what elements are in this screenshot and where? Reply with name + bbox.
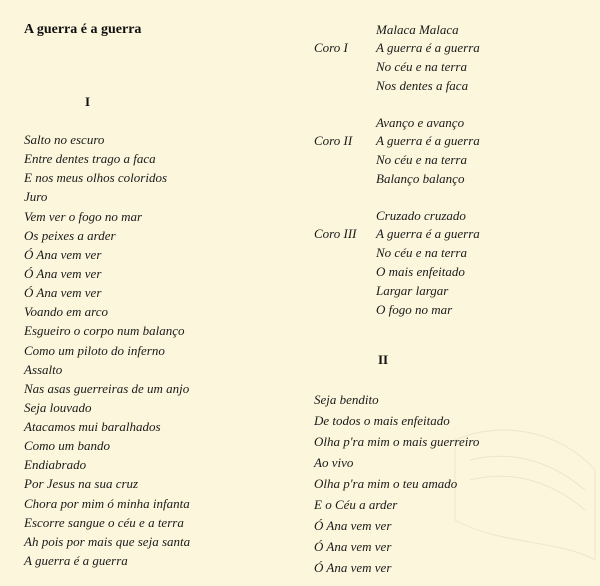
lyric-line: Entre dentes trago a faca — [24, 151, 156, 166]
lyric-line: Juro — [24, 189, 48, 204]
lyric-line: O fogo no mar — [376, 302, 453, 317]
lyric-line: Malaca Malaca — [376, 22, 459, 37]
lyric-line: Ó Ana vem ver — [24, 247, 102, 262]
chorus-label: Coro I — [314, 40, 348, 55]
lyric-line: No céu e na terra — [376, 245, 467, 260]
lyric-line: Vem ver o fogo no mar — [24, 209, 143, 224]
lyric-line: Ao vivo — [314, 455, 354, 470]
lyric-line: E o Céu a arder — [314, 497, 398, 512]
lyric-line: Ó Ana vem ver — [314, 539, 392, 554]
lyric-line: Cruzado cruzado — [376, 208, 466, 223]
section-heading-i: I — [85, 94, 91, 109]
chorus-label: Coro III — [314, 226, 357, 241]
lyric-line: A guerra é a guerra — [376, 226, 480, 241]
lyric-line: E nos meus olhos coloridos — [24, 170, 167, 185]
lyric-line: Seja louvado — [24, 400, 92, 415]
song-title: A guerra é a guerra — [24, 22, 142, 37]
lyric-line: Atacamos mui baralhados — [24, 419, 161, 434]
lyric-line: Olha p'ra mim o mais guerreiro — [314, 434, 480, 449]
lyric-line: Largar largar — [376, 283, 449, 298]
lyric-line: Escorre sangue o céu e a terra — [24, 515, 184, 530]
lyric-line: Assalto — [24, 362, 63, 377]
lyric-line: Salto no escuro — [24, 132, 105, 147]
lyric-line: Ó Ana vem ver — [24, 266, 102, 281]
lyric-line: A guerra é a guerra — [376, 133, 480, 148]
section-heading-ii: II — [378, 352, 389, 367]
lyric-line: Avanço e avanço — [376, 115, 465, 130]
lyric-line: Esgueiro o corpo num balanço — [24, 323, 185, 338]
lyric-line: Por Jesus na sua cruz — [24, 476, 139, 491]
lyric-line: Ó Ana vem ver — [24, 285, 102, 300]
lyric-line: Balanço balanço — [376, 171, 465, 186]
lyric-line: Os peixes a arder — [24, 228, 116, 243]
lyric-line: Voando em arco — [24, 304, 109, 319]
lyric-line: Chora por mim ó minha infanta — [24, 496, 190, 511]
lyric-line: Seja bendito — [314, 392, 379, 407]
lyric-line: Como um piloto do inferno — [24, 343, 165, 358]
lyric-line: Nas asas guerreiras de um anjo — [24, 381, 190, 396]
lyric-line: Como um bando — [24, 438, 110, 453]
lyric-line: No céu e na terra — [376, 59, 467, 74]
chorus-label: Coro II — [314, 133, 353, 148]
lyric-line: A guerra é a guerra — [24, 553, 128, 568]
lyric-line: O mais enfeitado — [376, 264, 465, 279]
lyric-line: Ó Ana vem ver — [314, 518, 392, 533]
lyric-line: Nos dentes a faca — [376, 78, 469, 93]
lyric-line: Ó Ana vem ver — [314, 560, 392, 575]
lyric-line: A guerra é a guerra — [376, 40, 480, 55]
lyric-line: Endiabrado — [24, 457, 87, 472]
lyric-line: No céu e na terra — [376, 152, 467, 167]
lyric-line: Ah pois por mais que seja santa — [24, 534, 191, 549]
lyric-line: De todos o mais enfeitado — [314, 413, 450, 428]
lyric-line: Olha p'ra mim o teu amado — [314, 476, 458, 491]
